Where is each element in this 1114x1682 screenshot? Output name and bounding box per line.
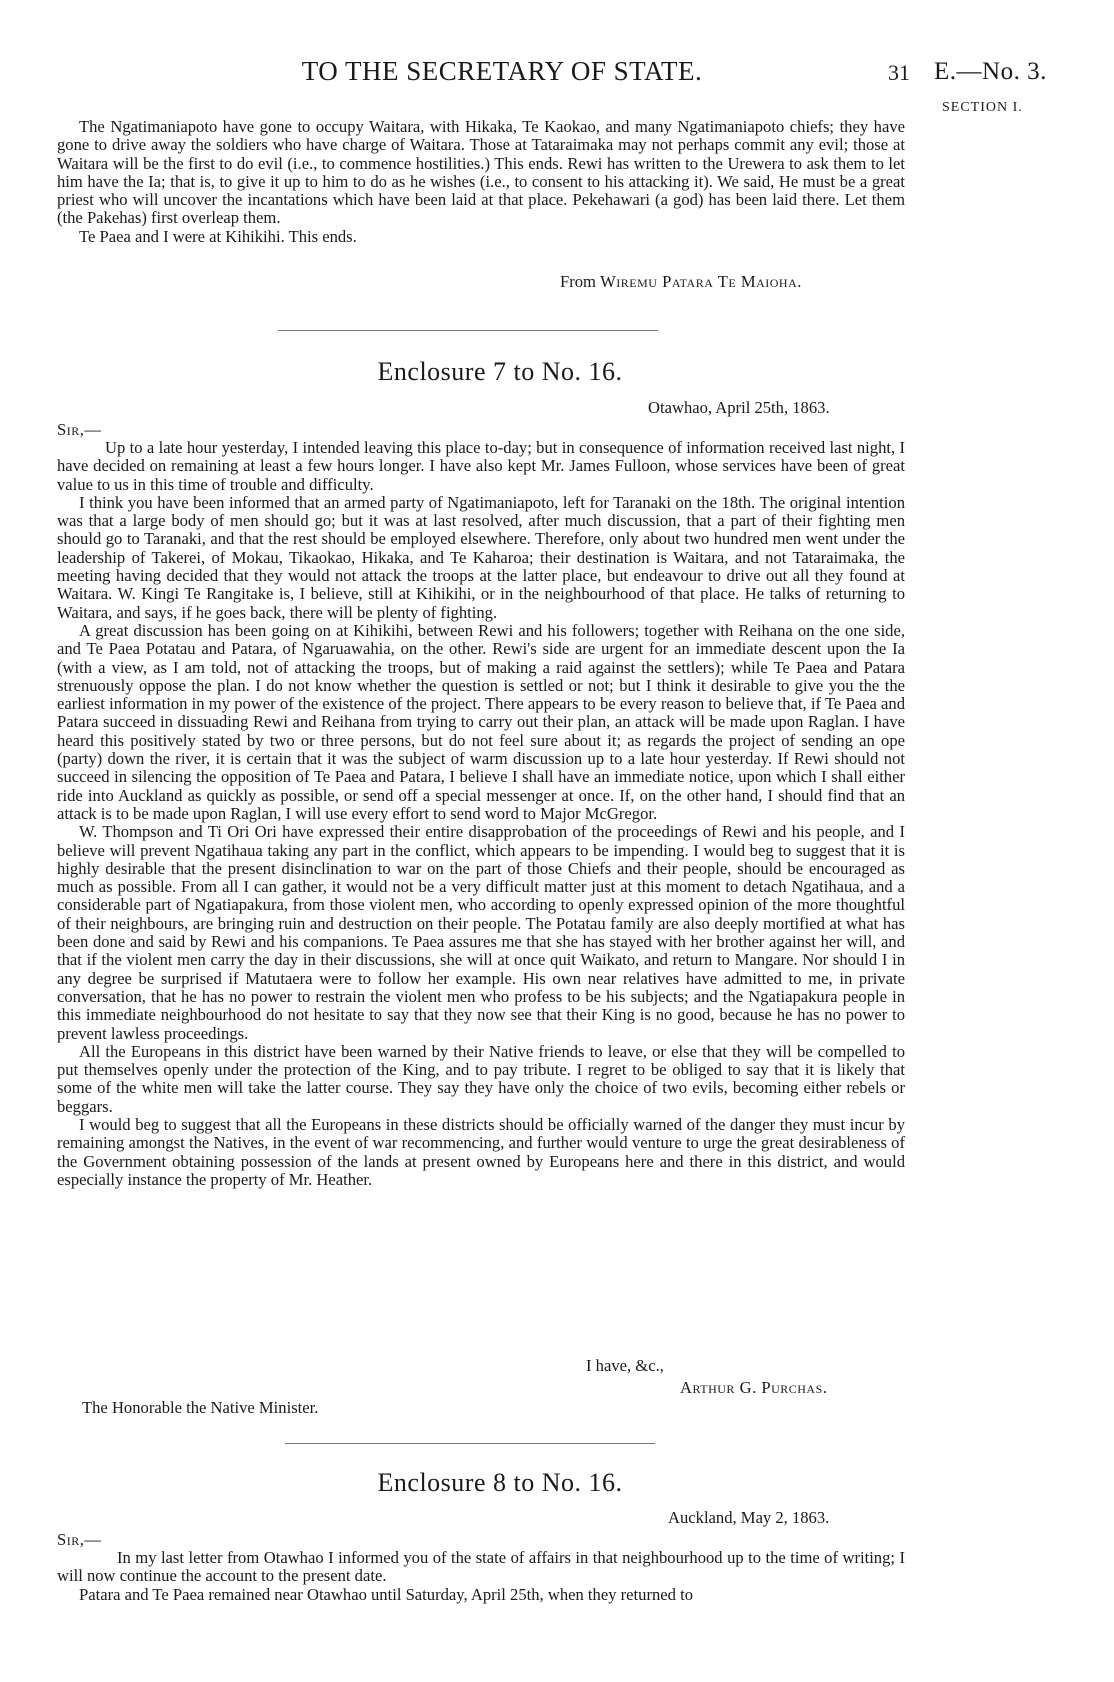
document-code: E.—No. 3. — [934, 58, 1047, 85]
paragraph: I think you have been informed that an armed party of Ngatimaniapoto, left for Taranaki on the 18th. The original intention was that a large body of men should go; but it was at last resolved, after much discussion, that a part of their fighting men should go to Taranaki, and that the rest should be employed elsewhere. Therefore, only about two hundred men went under the leadership of Takerei, of Mokau, Tikaokao, Hikaka, and Te Kaharoa; their destination is Waitara, and not Tataraimaka, the meeting having decided that they would not attack the troops at the latter place, but endeavour to drive out all they found at Waitara. W. Kingi Te Rangitake is, I believe, still at Kihikihi, or in the neighbourhood of that place. He talks of returning to Waitara, and says, if he goes back, there will be plenty of fighting. — [57, 492, 905, 622]
paragraph: I would beg to suggest that all the Europeans in these districts should be officially warned of the danger they must incur by remaining amongst the Natives, in the event of war recommencing, and further would venture to urge the great desirableness of the Government obtaining possession of the lands at present owned by Europeans here and there in this district, and would especially instance the property of Mr. Heather. — [57, 1114, 905, 1189]
enclosure-8-dateline: Auckland, May 2, 1863. — [668, 1508, 830, 1527]
enclosure-7-title: Enclosure 7 to No. 16. — [377, 357, 623, 386]
letter-from-line — [560, 272, 802, 292]
enclosure-8-body — [57, 1549, 905, 1604]
signature: Arthur G. Purchas. — [680, 1378, 828, 1397]
section-divider — [285, 1443, 655, 1444]
enclosure-7-body — [57, 439, 905, 1189]
section-divider — [278, 330, 658, 331]
from-prefix: From — [560, 272, 596, 291]
paragraph: The Ngatimaniapoto have gone to occupy Waitara, with Hikaka, Te Kaokao, and many Ngatimaniapoto chiefs; they have gone to drive away the soldiers who have charge of Waitara. Those at Tataraimaka may not perhaps commit any evil; those at Waitara will be the first to do evil (i.e., to commence hostilities.) This ends. Rewi has written to the Urewera to ask them to let him have the Ia; that is, to give it up to him to do as he wishes (i.e., to consent to his attacking it). We said, He must be a great priest who will uncover the incantations which have been laid at that place. Pekehawari (a god) has been laid there. Let them (the Pakehas) first overleap them. — [57, 117, 905, 228]
sender-name: Wiremu Patara Te Maioha. — [600, 272, 802, 291]
enclosure-7-salutation: Sir,— — [57, 420, 102, 439]
section-label: SECTION I. — [942, 100, 1023, 115]
enclosure-8-salutation: Sir,— — [57, 1530, 102, 1549]
enclosure-8-title: Enclosure 8 to No. 16. — [377, 1468, 623, 1497]
enclosure-7-dateline: Otawhao, April 25th, 1863. — [648, 398, 830, 417]
paragraph: Up to a late hour yesterday, I intended leaving this place to-day; but in consequence of information received last night, I have decided on remaining at least a few hours longer. I have also kept Mr. James Fulloon, whose services have been of great value to us in this time of trouble and difficulty. — [57, 438, 905, 494]
addressee: The Honorable the Native Minister. — [82, 1398, 319, 1417]
paragraph: In my last letter from Otawhao I informed you of the state of affairs in that neighbourhood up to the time of writing; I will now continue the account to the present date. — [57, 1548, 905, 1586]
paragraph: Te Paea and I were at Kihikihi. This ends. — [79, 226, 357, 246]
closing-line: I have, &c., — [586, 1356, 664, 1375]
paragraph: A great discussion has been going on at Kihikihi, between Rewi and his followers; together with Reihana on the one side, and Te Paea Potatau and Patara, of Ngaruawahia, on the other. Rewi's side are urgent for an immediate descent upon the Ia (with a view, as I am told, not of attacking the troops, but of making a raid against the settlers); while Te Paea and Patara strenuously oppose the plan. I do not know whether the question is settled or not; but I think it desirable to give you the the earliest information in my power of the existence of the project. There appears to be every reason to believe that, if Te Paea and Patara succeed in dissuading Rewi and Reihana from trying to carry out their plan, an attack will be made upon Raglan. I have heard this positively stated by two or three persons, but do not feel sure about it; as regards the project of sending an ope (party) down the river, it is certain that it was the subject of warm discussion up to a late hour yesterday. If Rewi should not succeed in silencing the opposition of Te Paea and Patara, I believe I shall have an immediate notice, upon which I shall either ride into Auckland as quickly as possible, or send off a special messenger at once. If, on the other hand, I should find that an attack is to be made upon Raglan, I will use every effort to send word to Major McGregor. — [57, 620, 905, 823]
page-number: 31 — [888, 60, 910, 85]
top-letter-body — [57, 118, 905, 246]
paragraph: All the Europeans in this district have been warned by their Native friends to leave, or else that they will be compelled to put themselves openly under the protection of the King, and to pay tribute. I regret to be obliged to say that it is likely that some of the white men will take the latter course. They say they have only the choice of two evils, becoming either rebels or beggars. — [57, 1041, 905, 1116]
paragraph: Patara and Te Paea remained near Otawhao until Saturday, April 25th, when they returned to — [79, 1584, 693, 1604]
running-header-title: TO THE SECRETARY OF STATE. — [301, 56, 703, 86]
paragraph: W. Thompson and Ti Ori Ori have expressed their entire disapprobation of the proceedings of Rewi and his people, and I believe will prevent Ngatihaua taking any part in the conflict, which appears to be impending. I would beg to suggest that it is highly desirable that the present disinclination to war on the part of those Chiefs and their people, should be encouraged as much as possible. From all I can gather, it would not be a very difficult matter just at this moment to detach Ngatihaua, and a considerable part of Ngatiapakura, from those violent men, who according to openly expressed opinion of the more thoughtful of their neighbours, are bringing ruin and destruction on their people. The Potatau family are also deeply mortified at what has been done and said by Rewi and his companions. Te Paea assures me that she has stayed with her brother against her will, and that if the violent men carry the day in their discussions, she will at once quit Waikato, and return to Mangare. Nor should I in any degree be surprised if Matutaera were to follow her example. His own near relatives have admitted to me, in private conversation, that he has no power to restrain the violent men who profess to be his subjects; and the Ngatiapakura people in this immediate neighbourhood do not hesitate to say that they now see that their King is no good, because he has no power to prevent lawless proceedings. — [57, 822, 905, 1043]
